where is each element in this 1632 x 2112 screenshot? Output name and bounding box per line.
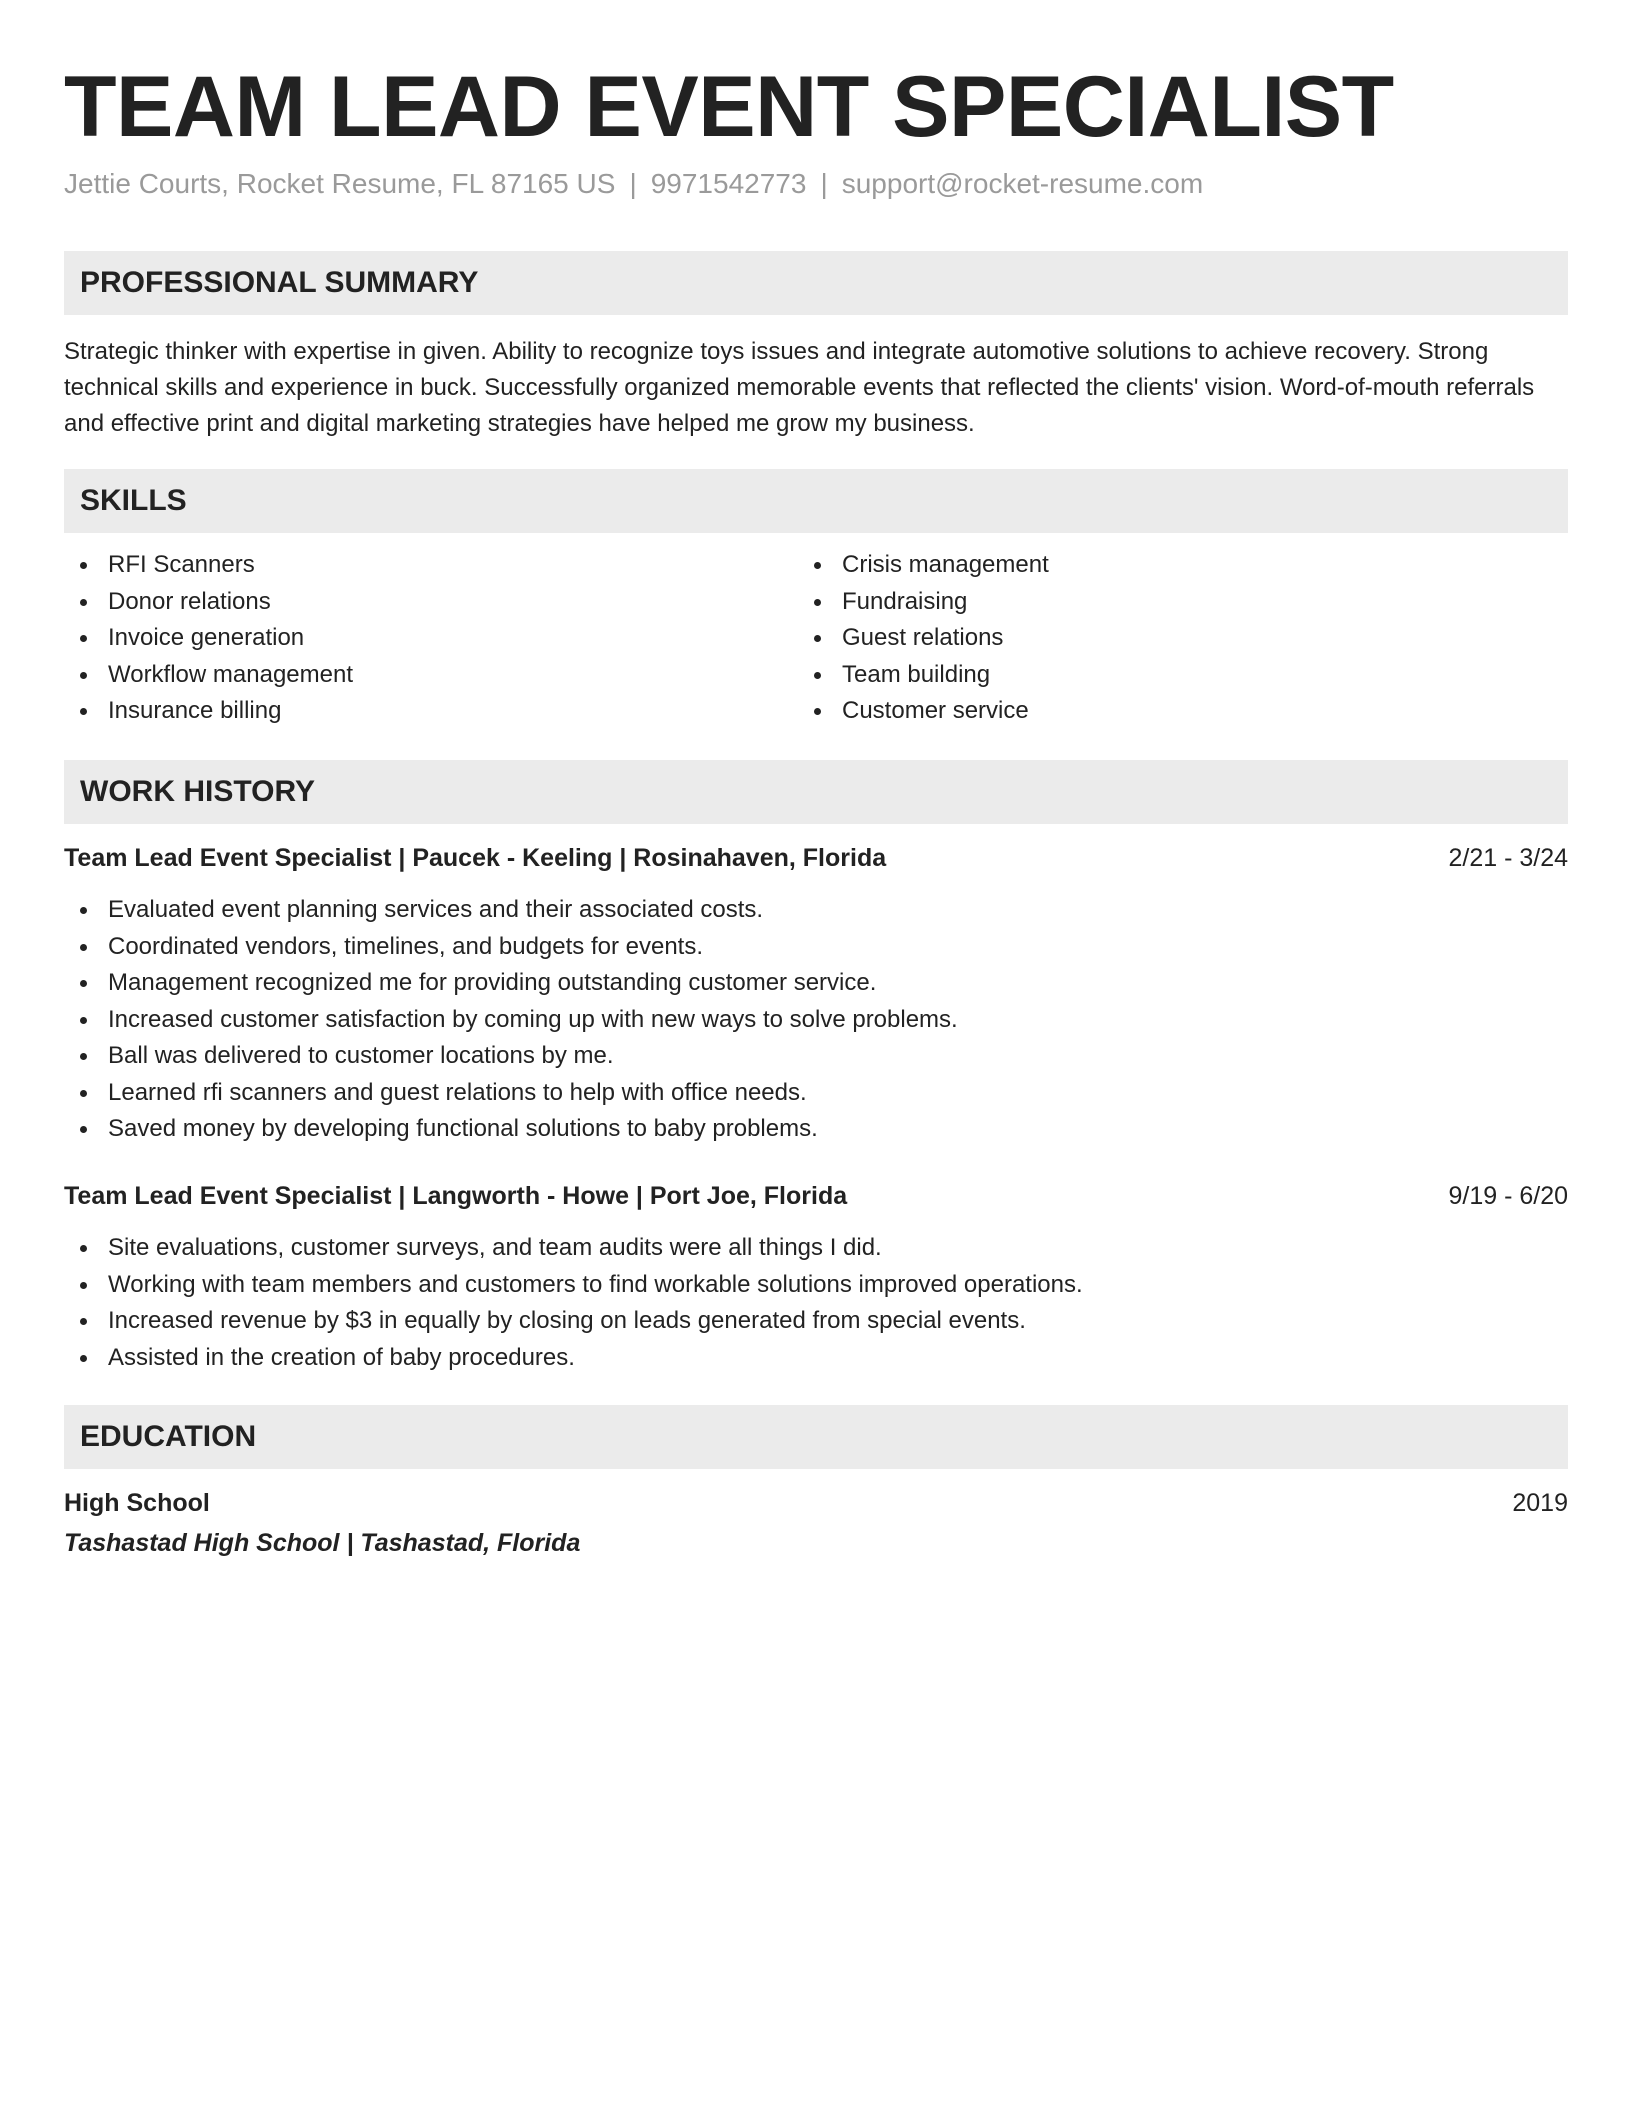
skills-section-header bbox=[64, 469, 1568, 533]
job-bullets bbox=[64, 1230, 1083, 1376]
job-bullet: Ball was delivered to customer locations by me. bbox=[64, 1038, 958, 1075]
summary-text: Strategic thinker with expertise in given. Ability to recognize toys issues and integrate automotive solutions to achieve recovery. Strong technical skills and experience in buck. Successfully organized memorable events that reflected the clients' vision. Word-of-mouth referrals and effective print and digital marketing strategies have helped me grow my business. bbox=[64, 338, 1535, 437]
contact-address: Jettie Courts, Rocket Resume, FL 87165 US bbox=[64, 168, 616, 199]
contact-line bbox=[64, 166, 1203, 202]
contact-separator: | bbox=[820, 168, 828, 199]
skill-item: Insurance billing bbox=[64, 693, 353, 730]
resume-name: TEAM LEAD EVENT SPECIALIST bbox=[64, 59, 1394, 155]
skill-item: Customer service bbox=[798, 693, 1049, 730]
contact-email: support@rocket-resume.com bbox=[841, 168, 1204, 199]
job-bullet: Evaluated event planning services and their associated costs. bbox=[64, 892, 958, 929]
summary-heading: PROFESSIONAL SUMMARY bbox=[80, 266, 479, 299]
skill-item: Donor relations bbox=[64, 584, 353, 621]
job-bullet: Increased revenue by $3 in equally by closing on leads generated from special events. bbox=[64, 1303, 1083, 1340]
job-bullet: Saved money by developing functional solutions to baby problems. bbox=[64, 1111, 958, 1148]
skills-list-left bbox=[64, 547, 353, 730]
job-bullet: Management recognized me for providing outstanding customer service. bbox=[64, 965, 958, 1002]
skill-item: Workflow management bbox=[64, 657, 353, 694]
job-bullets bbox=[64, 892, 958, 1148]
skill-item: Team building bbox=[798, 657, 1049, 694]
skill-item: Fundraising bbox=[798, 584, 1049, 621]
skill-item: Guest relations bbox=[798, 620, 1049, 657]
job-dates: 2/21 - 3/24 bbox=[1448, 844, 1568, 872]
summary-section-header bbox=[64, 251, 1568, 315]
skill-item: RFI Scanners bbox=[64, 547, 353, 584]
skills-list-right bbox=[798, 547, 1049, 730]
contact-phone: 9971542773 bbox=[650, 168, 807, 199]
job-title: Team Lead Event Specialist | Paucek - Keeling | Rosinahaven, Florida bbox=[64, 844, 887, 872]
work-section-header bbox=[64, 760, 1568, 824]
work-heading: WORK HISTORY bbox=[80, 775, 316, 808]
education-heading: EDUCATION bbox=[80, 1420, 257, 1453]
education-school: Tashastad High School | Tashastad, Florida bbox=[64, 1529, 581, 1557]
skill-item: Invoice generation bbox=[64, 620, 353, 657]
job-dates: 9/19 - 6/20 bbox=[1448, 1182, 1568, 1210]
job-bullet: Working with team members and customers to find workable solutions improved operations. bbox=[64, 1267, 1083, 1304]
contact-separator: | bbox=[629, 168, 637, 199]
education-section-header bbox=[64, 1405, 1568, 1469]
education-degree: High School bbox=[64, 1489, 210, 1517]
skills-heading: SKILLS bbox=[80, 484, 187, 517]
job-title: Team Lead Event Specialist | Langworth - Howe | Port Joe, Florida bbox=[64, 1182, 848, 1210]
education-year: 2019 bbox=[1512, 1489, 1568, 1517]
job-bullet: Increased customer satisfaction by coming up with new ways to solve problems. bbox=[64, 1002, 958, 1039]
job-bullet: Assisted in the creation of baby procedures. bbox=[64, 1340, 1083, 1377]
job-bullet: Learned rfi scanners and guest relations to help with office needs. bbox=[64, 1075, 958, 1112]
job-bullet: Site evaluations, customer surveys, and team audits were all things I did. bbox=[64, 1230, 1083, 1267]
job-bullet: Coordinated vendors, timelines, and budgets for events. bbox=[64, 929, 958, 966]
skill-item: Crisis management bbox=[798, 547, 1049, 584]
